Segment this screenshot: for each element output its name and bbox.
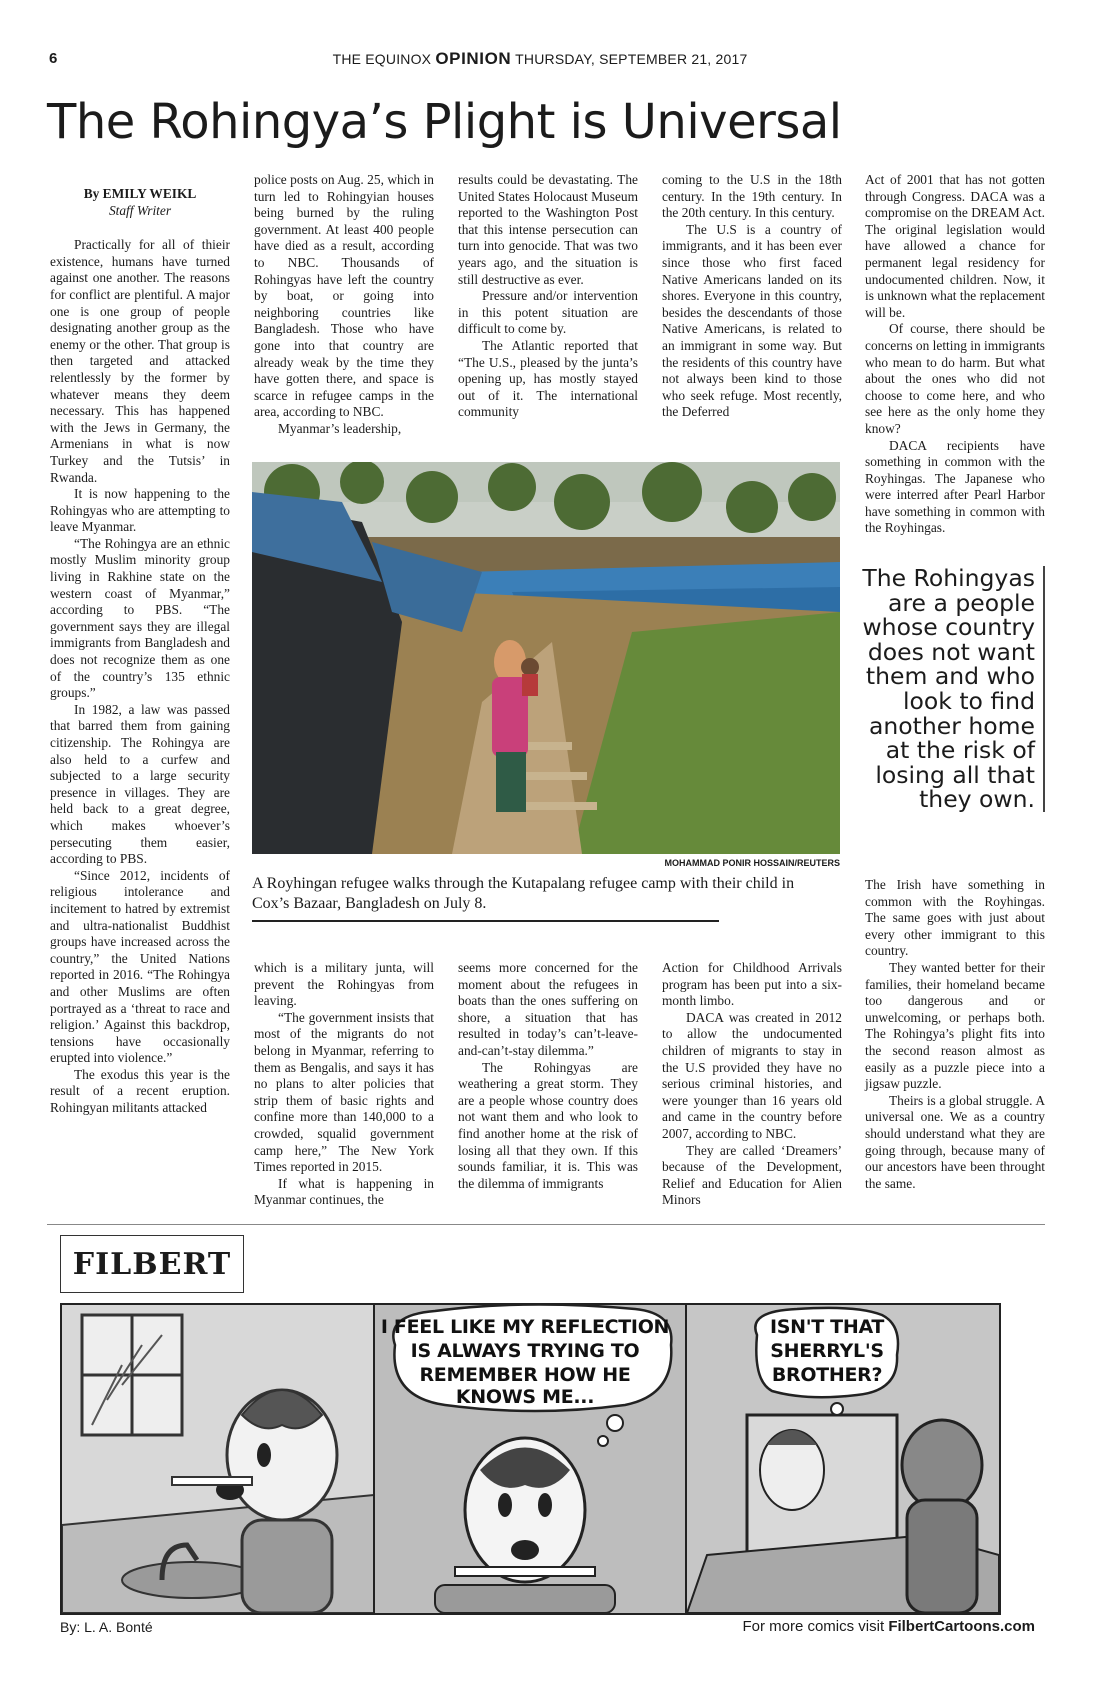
paragraph: coming to the U.S in the 18th century. In the 19th century. In the 20th century. In this century. <box>662 172 842 221</box>
panel-3-speech-line: SHERRYL'S <box>770 1340 884 1362</box>
paragraph: “Since 2012, incidents of religious intolerance and incitement to hatred by extremist and ultra-nationalist Buddhist groups have increased across the country,” the United Nations reported in 2016. “The Rohingya and other Muslims are often portrayed as a ‘threat to race and religion.’ Against this backdrop, tensions have occasionally erupted into violence.” <box>50 867 230 1066</box>
paragraph: “The Rohingya are an ethnic mostly Muslim minority group living in Rakhine state on the western coast of Myanmar,” according to PBS. “The government says they are illegal immigrants from Bangladesh and does not recognize them as one of the country’s 135 ethnic groups.” <box>50 535 230 701</box>
section-name: OPINION <box>435 49 512 68</box>
paragraph: They wanted better for their families, their homeland became too dangerous and or unwelcoming, or perhaps both. The Rohingya’s plight fits into the second reason almost as easily as a puzzle piece into a jigsaw puzzle. <box>865 959 1045 1092</box>
panel-2-illustration <box>375 1305 687 1613</box>
article-column-1 <box>50 172 230 1117</box>
paragraph: The exodus this year is the result of a recent eruption. Rohingyan militants attacked <box>50 1066 230 1116</box>
article-column-4-bottom <box>662 960 842 1209</box>
article-column-4-top <box>662 172 842 421</box>
panel-2-speech-line: I FEEL LIKE MY REFLECTION <box>380 1316 670 1338</box>
comic-panel-2 <box>373 1303 689 1615</box>
article-column-3-bottom <box>458 960 638 1192</box>
paragraph: police posts on Aug. 25, which in turn led to Rohingyian houses being burned by the ruling government. At least 400 people have died as a result, according to NBC. Thousands of Rohingyas have left the country by boat, or going into neighboring countries like Bangladesh. Those who have gone into that country are already weak by the time they have gotten there, and space is scarce in refugee camps in the area, according to NBC. <box>254 172 434 420</box>
caption-rule <box>252 920 719 922</box>
paragraph: Myanmar’s leadership, <box>278 420 402 436</box>
paragraph: The U.S is a country of immigrants, and it has been ever since those who first faced Native Americans landed on its shores. Everyone in this country, besides the descendants of those Native Americans, is related to an immigrant in some way. But the residents of this country have not always been kind to those who seek refuge. Most recently, the Deferred <box>662 221 842 420</box>
refugee-camp-photo <box>252 462 840 854</box>
panel-3-speech-line: ISN'T THAT <box>769 1316 885 1338</box>
panel-1-illustration <box>62 1305 374 1613</box>
article-column-2-top <box>254 172 434 438</box>
panel-2-speech-line: KNOWS ME... <box>455 1386 595 1408</box>
byline-role: Staff Writer <box>108 202 172 218</box>
comic-title: FILBERT <box>60 1235 244 1293</box>
paragraph: Act of 2001 that has not gotten through Congress. DACA was a compromise on the DREAM Act. The original legislation would have allowed a chance for permanent legal residency for undocumented children. Now, it is unknown what the replacement will be. <box>865 172 1045 320</box>
more-comics-prefix: For more comics visit <box>742 1618 889 1635</box>
paragraph: Pressure and/or intervention in this potent situation are difficult to come by. <box>458 288 638 337</box>
comic-panel-1 <box>60 1303 376 1615</box>
paragraph: In 1982, a law was passed that barred them from gaining citizenship. The Rohingya are also held to a curfew and subjected to a large security presence in villages. They are held back to a great degree, which makes whoever’s persecuting them easier, according to PBS. <box>50 701 230 867</box>
comic-credit: By: L. A. Bonté <box>60 1619 153 1635</box>
paragraph: The Irish have something in common with the Royhingas. The same goes with just about every other immigrant to this country. <box>865 877 1045 959</box>
paragraph: DACA recipients have something in common with the Royhingas. The Japanese who were interred after Pearl Harbor have something in common with the Royhingas. <box>865 437 1045 536</box>
paper-name: THE EQUINOX <box>332 51 432 67</box>
masthead <box>330 49 750 69</box>
paragraph: Practically for all of thieir existence, humans have turned against one another. The reasons for conflict are plentiful. A major one is one group of people designating another group as the enemy or the other. That group is then targeted and attacked relentlessly by the former by whatever means they deem necessary. This has happened with the Jews in Germany, the Armenians in what is now Turkey and the Tutsis’ in Rwanda. <box>50 237 230 485</box>
byline: By EMILY WEIKL <box>83 186 197 201</box>
paragraph: DACA was created in 2012 to allow the undocumented children of migrants to stay in the U.S provided they have no serious criminal histories, and were younger than 16 years old and came in the country before 2007, according to NBC. <box>662 1009 842 1141</box>
paragraph: The Rohingyas are weathering a great storm. They are a people whose country does not want them and who look to find another home at the risk of losing all that they own. If this sounds familiar, it is. This was the dilemma of immigrants <box>458 1059 638 1191</box>
paragraph: “The government insists that most of the migrants do not belong in Myanmar, referring to them as Bengalis, and says it has no plans to alter policies that strip them of basic rights and confine more than 140,000 to a crowded, squalid government camp here,” The New York Times reported in 2015. <box>254 1009 434 1175</box>
panel-3-illustration <box>687 1305 999 1613</box>
article-column-5-top <box>865 172 1045 537</box>
comic-panel-3 <box>685 1303 1001 1615</box>
pull-quote: The Rohingyas are a people whose country does not want them and who look to find another home at the risk of losing all that they own. <box>855 566 1045 812</box>
photo-credit: MOHAMMAD PONIR HOSSAIN/REUTERS <box>664 858 840 868</box>
panel-2-speech-line: IS ALWAYS TRYING TO <box>410 1340 640 1362</box>
issue-date: THURSDAY, SEPTEMBER 21, 2017 <box>515 51 748 67</box>
photo-illustration <box>252 462 840 854</box>
comic-website-link[interactable]: FilbertCartoons.com <box>888 1618 1035 1635</box>
page-number: 6 <box>49 50 58 67</box>
paragraph: which is a military junta, will prevent the Rohingyas from leaving. <box>254 960 434 1009</box>
paragraph: They are called ‘Dreamers’ because of the Development, Relief and Education for Alien Minors <box>662 1142 842 1208</box>
paragraph: If what is happening in Myanmar continues, the <box>254 1175 434 1208</box>
paragraph: Theirs is a global struggle. A universal one. We as a country should understand what they are going through, because many of our ancestors have been throught the same. <box>865 1092 1045 1191</box>
paragraph: Of course, there should be concerns on letting in immigrants who mean to do harm. But what about the ones who did not choose to come here, and who see here as the only home they know? <box>865 321 1045 436</box>
panel-3-speech-line: BROTHER? <box>771 1364 883 1386</box>
paragraph: seems more concerned for the moment about the refugees in boats than the ones suffering on shore, a situation that has resulted in today’s can’t-leave-and-can’t-stay dilemma.” <box>458 960 638 1058</box>
headline: The Rohingya’s Plight is Universal <box>47 94 842 150</box>
article-column-3-top <box>458 172 638 421</box>
paragraph: It is now happening to the Rohingyas who are attempting to leave Myanmar. <box>50 486 230 535</box>
photo-caption: A Royhingan refugee walks through the Kutapalang refugee camp with their child in Cox’s Bazaar, Bangladesh on July 8. <box>252 875 795 912</box>
article-column-5-bottom <box>865 877 1045 1192</box>
paragraph: results could be devastating. The United States Holocaust Museum reported to the Washington Post that this intense persecution can turn into genocide. That was two years ago, and the situation is still destructive as ever. <box>458 172 638 287</box>
more-comics-line <box>650 1618 1035 1635</box>
panel-2-speech-line: REMEMBER HOW HE <box>419 1364 631 1386</box>
paragraph: Action for Childhood Arrivals program has been put into a six-month limbo. <box>662 960 842 1009</box>
section-divider <box>47 1224 1045 1225</box>
article-column-2-bottom <box>254 960 434 1209</box>
paragraph: The Atlantic reported that “The U.S., pleased by the junta’s opening up, has mostly stayed out of it. The international community <box>458 337 638 420</box>
